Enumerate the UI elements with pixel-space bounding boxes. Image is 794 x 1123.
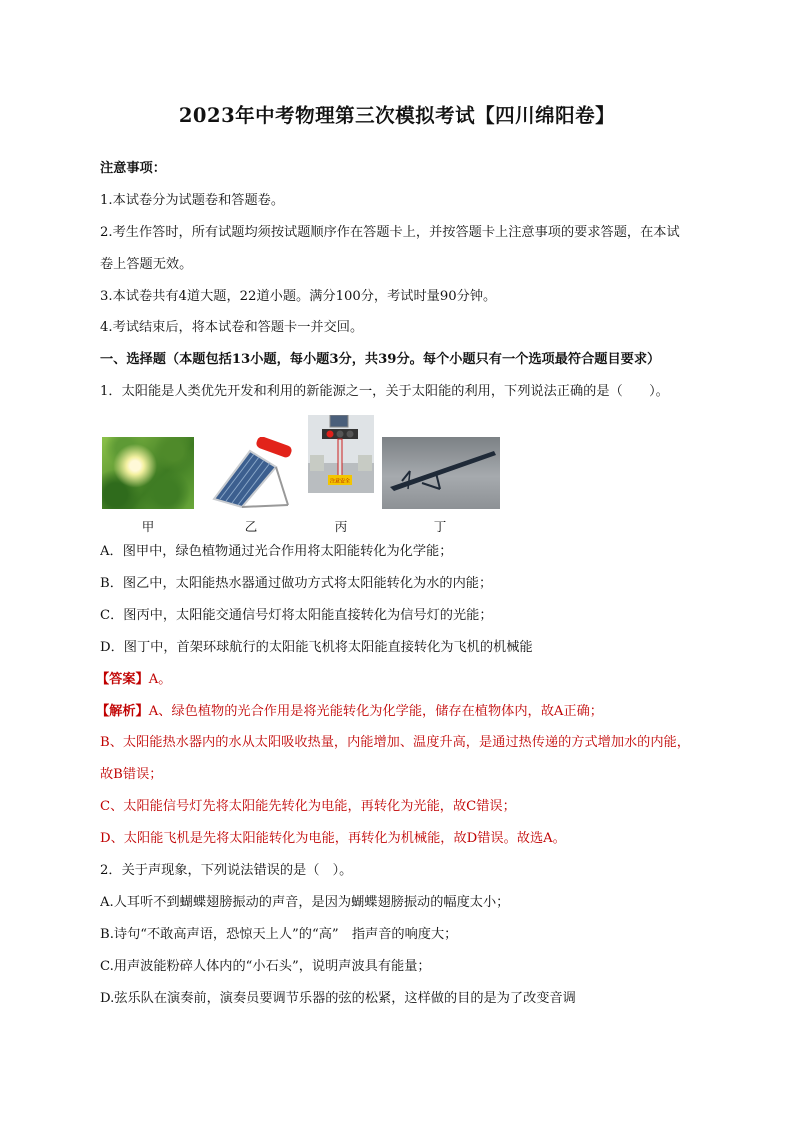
question-2-option-a: A.人耳听不到蝴蝶翅膀振动的声音，是因为蝴蝶翅膀振动的幅度太小； <box>100 895 510 910</box>
analysis-line: 故B错误； <box>100 767 163 782</box>
answer-line <box>96 670 722 690</box>
analysis-line: C、太阳能信号灯先将太阳能先转化为电能，再转化为光能，故C错误； <box>100 799 516 814</box>
analysis-tag: 【解析】 <box>96 704 149 719</box>
figure-label: 乙 <box>244 519 258 534</box>
notice-heading: 注意事项： <box>100 161 166 176</box>
notice-item: 4.考试结束后，将本试卷和答题卡一并交回。 <box>100 320 364 335</box>
analysis-line: D、太阳能飞机是先将太阳能转化为电能，再转化为机械能，故D错误。故选A。 <box>100 831 566 846</box>
answer-value: A。 <box>148 672 172 687</box>
analysis-line <box>96 702 722 722</box>
notice-item: 3.本试卷共有4道大题，22道小题。满分100分，考试时量90分钟。 <box>100 289 497 304</box>
question-1-option-c: C．图丙中，太阳能交通信号灯将太阳能直接转化为信号灯的光能； <box>100 608 493 623</box>
solar-traffic-light-image <box>308 415 374 493</box>
figure-jia-photosynthesis <box>102 437 194 509</box>
notice-item: 1.本试卷分为试题卷和答题卷。 <box>100 193 285 208</box>
question-1-option-d: D．图丁中，首架环球航行的太阳能飞机将太阳能直接转化为飞机的机械能 <box>100 640 533 655</box>
question-2-option-c: C.用声波能粉碎人体内的“小石头”，说明声波具有能量； <box>100 959 431 974</box>
sunlight-leaves-image <box>102 437 194 509</box>
notice-item: 卷上答题无效。 <box>100 257 193 272</box>
question-2-option-d: D.弦乐队在演奏前，演奏员要调节乐器的弦的松紧，这样做的目的是为了改变音调 <box>100 991 576 1006</box>
page-title: 2023年中考物理第三次模拟考试【四川绵阳卷】 <box>178 104 616 127</box>
notice-item: 2.考生作答时，所有试题均须按试题顺序作在答题卡上，并按答题卡上注意事项的要求答题，在本试 <box>100 225 680 240</box>
solar-water-heater-image <box>206 437 298 509</box>
figure-yi-solar-heater <box>206 437 298 513</box>
figure-label: 丁 <box>433 519 447 534</box>
question-2-option-b: B.诗句“不敢高声语，恐惊天上人”的“高” 指声音的响度大； <box>100 927 458 942</box>
analysis-text: A、绿色植物的光合作用是将光能转化为化学能，储存在植物体内，故A正确； <box>148 704 603 719</box>
question-2-stem: 2．关于声现象，下列说法错误的是（ ）。 <box>100 863 353 878</box>
question-1-stem: 1．太阳能是人类优先开发和利用的新能源之一，关于太阳能的利用，下列说法正确的是（ ）。 <box>100 384 669 399</box>
sign-text: 注意安全 <box>329 478 351 485</box>
section-heading: 一、选择题（本题包括13小题，每小题3分，共39分。每个小题只有一个选项最符合题目要求） <box>100 352 661 367</box>
solar-plane-image <box>382 437 500 509</box>
answer-tag: 【答案】 <box>96 672 149 687</box>
question-1-option-a: A．图甲中，绿色植物通过光合作用将太阳能转化为化学能； <box>100 544 453 559</box>
question-1-option-b: B．图乙中，太阳能热水器通过做功方式将太阳能转化为水的内能； <box>100 576 493 591</box>
solar-plane-background <box>382 437 500 509</box>
figure-label: 丙 <box>334 519 348 534</box>
analysis-line: B、太阳能热水器内的水从太阳吸收热量，内能增加、温度升高，是通过热传递的方式增加水的内能， <box>100 735 690 750</box>
figure-bing-traffic-light <box>308 437 374 519</box>
figure-ding-solar-plane <box>382 437 500 509</box>
figure-label: 甲 <box>141 519 155 534</box>
question-1-figures <box>102 437 502 532</box>
